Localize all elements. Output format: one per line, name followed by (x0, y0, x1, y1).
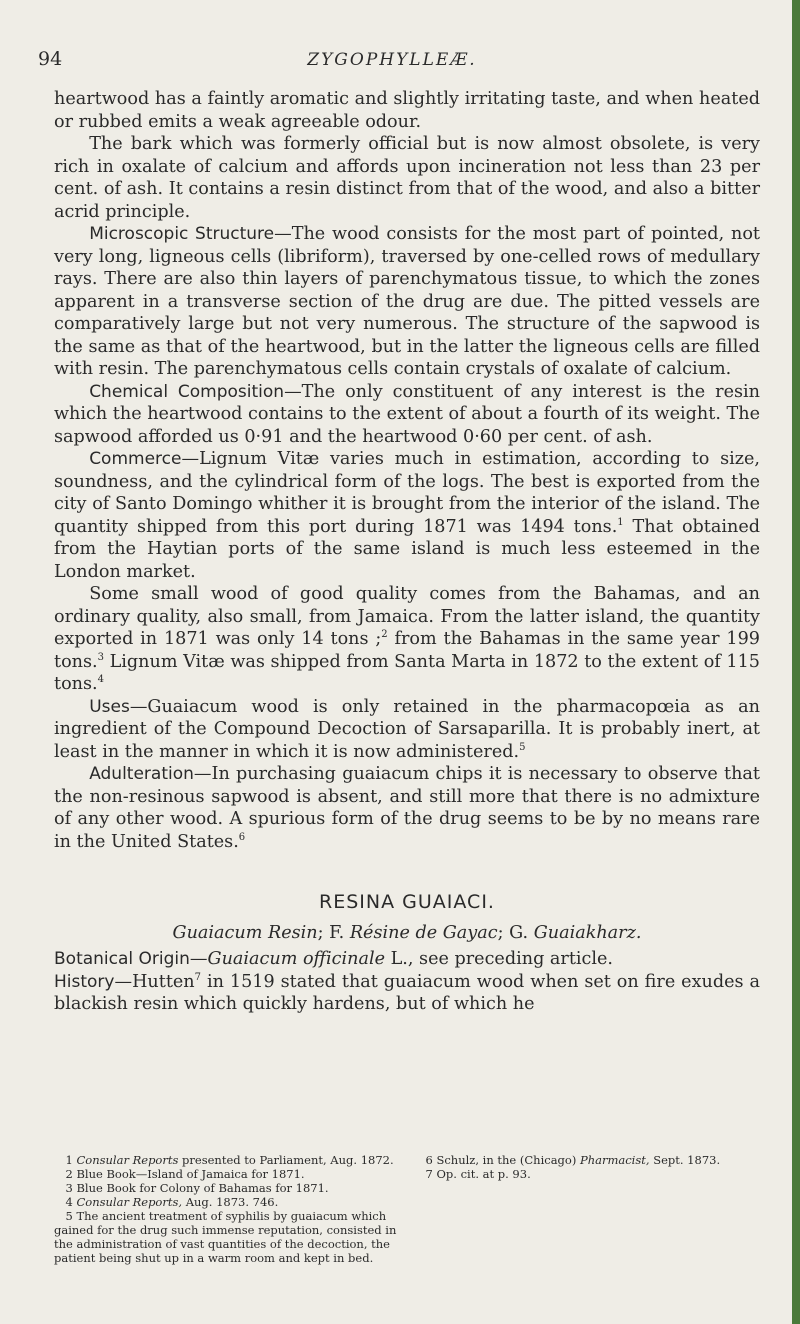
footnotes-right-column (414, 1153, 760, 1265)
synonyms (54, 922, 760, 945)
paragraph-commerce (54, 448, 760, 583)
species-name: Guaiacum officinale (207, 949, 385, 969)
synonym-french: Résine de Gayac (349, 922, 498, 943)
paragraph-text: Some small wood of good quality comes from the Bahamas, and an ordinary quality, also small, from Jamaica. From the latter island, the quantity exported in 1871 was only 14 tons ; (54, 584, 760, 649)
footnote-6 (414, 1153, 760, 1167)
paragraph-botanical (54, 948, 760, 971)
dash: — (189, 949, 208, 969)
paragraph-history (54, 971, 760, 1016)
page-header (38, 48, 746, 72)
footnotes (54, 1153, 760, 1265)
heading-uses: Uses (89, 696, 130, 717)
footnote-ref: 2 (381, 629, 388, 641)
heading-botanical: Botanical Origin (54, 949, 190, 969)
paragraph-chemical (54, 381, 760, 449)
dash: — (284, 381, 302, 402)
author-name: Hutten (132, 971, 195, 992)
paragraph-uses (54, 696, 760, 764)
paragraph-text: in 1519 stated that guaiacum wood when set on fire exudes a blackish resin which quickly hardens, but of which he (54, 971, 760, 1014)
paragraph-bark (54, 133, 760, 223)
synonym-german: Guaiakharz. (533, 922, 642, 943)
heading-microscopic: Microscopic Structure (89, 224, 275, 244)
paragraph-text: That obtained from the Haytian ports of the same island is much less esteemed in the London market. (54, 516, 760, 582)
footnote-text: Aug. 1873. 746. (182, 1195, 279, 1209)
footnote-ref: 7 (194, 971, 202, 983)
footnote-text: Sept. 1873. (649, 1153, 721, 1167)
dash: — (193, 764, 212, 784)
section-title: RESINA GUAIACI. (319, 891, 495, 913)
footnote-ref: 3 (97, 651, 104, 663)
dash: — (181, 449, 200, 469)
running-title: ZYGOPHYLLEÆ. (307, 50, 477, 70)
paragraph-text: The bark which was formerly official but is now almost obsolete, is very rich in oxalate of calcium and affords upon incineration not less than 23 per cent. of ash. It contains a resin distinct from that of the wood, and also a bitter acrid principle. (54, 134, 760, 222)
heading-commerce: Commerce (89, 449, 182, 469)
paragraph-text: The only constituent of any interest is the resin which the heartwood contains to the extent of about a fourth of its weight. The sapwood afforded us 0·91 and the heartwood 0·60 per cent. of ash. (54, 381, 760, 447)
footnote-title: Consular Reports (76, 1153, 179, 1167)
paragraph-text: from the Bahamas in the same year 199 tons. (54, 629, 760, 672)
footnote-ref: 4 (97, 674, 104, 686)
paragraph-text: In purchasing guaiacum chips it is necessary to observe that the non-resinous sapwood is absent, and still more that there is no admixture of any other wood. A spurious form of the drug seems to be by no means rare in the United States. (54, 764, 760, 852)
footnote-ref: 5 (519, 741, 526, 753)
dash: — (274, 224, 292, 244)
footnote-4 (54, 1195, 400, 1209)
synonym-english: Guaiacum Resin (172, 922, 318, 943)
synonym-separator: ; G. (497, 922, 534, 943)
paragraph-text: Lignum Vitæ varies much in estimation, according to size, soundness, and the cylindrical form of the logs. The best is exported from the city of Santo Domingo whither it is brought from the interior of the island. The quantity shipped from this port during 1871 was 1494 tons. (54, 449, 760, 537)
paragraph-adulteration (54, 763, 760, 853)
heading-chemical: Chemical Composition (89, 381, 285, 402)
green-binding-edge (792, 0, 800, 1324)
paragraph-microscopic (54, 223, 760, 381)
footnote-5: 5 The ancient treatment of syphilis by guaiacum which gained for the drug such immense reputation, consisted in the administration of vast quantities of the decoction, the patient being shut up in a warm room and kept in bed. (54, 1209, 397, 1265)
footnote-1 (54, 1153, 400, 1167)
body-text (54, 88, 760, 1016)
heading-adulteration: Adulteration (89, 764, 194, 784)
footnote-ref: 6 (238, 831, 246, 843)
heading-history: History (54, 971, 115, 992)
footnote-title: Pharmacist, (579, 1153, 650, 1167)
paragraph-text: heartwood has a faintly aromatic and slightly irritating taste, and when heated or rubbed emits a weak agreeable odour. (54, 89, 760, 132)
footnote-text: 6 Schulz, in the (Chicago) (425, 1153, 580, 1167)
paragraph-bahamas (54, 583, 760, 696)
paragraph-text: The wood consists for the most part of pointed, not very long, ligneous cells (libriform), traversed by one-celled rows of medullary rays. There are also thin layers of parenchymatous tissue, to which the zones apparent in a transverse section of the drug are due. The pitted vessels are comparatively large but not very numerous. The structure of the sapwood is the same as that of the heartwood, but in the latter the ligneous cells are filled with resin. The parenchymatous cells contain crystals of oxalate of calcium. (54, 224, 760, 379)
synonym-separator: ; F. (317, 922, 350, 943)
footnotes-left-column (54, 1153, 400, 1265)
page-number: 94 (38, 48, 63, 70)
footnote-number: 4 (65, 1195, 73, 1209)
paragraph-text: Guaiacum wood is only retained in the pharmacopœia as an ingredient of the Compound Decoction of Sarsaparilla. It is probably inert, at least in the manner in which it is now administered. (54, 696, 760, 762)
dash: — (129, 696, 148, 717)
paragraph-text: Lignum Vitæ was shipped from Santa Marta in 1872 to the extent of 115 tons. (54, 651, 760, 694)
dash: — (114, 971, 133, 992)
footnote-number: 1 (65, 1153, 73, 1167)
footnote-ref: 1 (617, 516, 624, 528)
footnote-3: 3 Blue Book for Colony of Bahamas for 1871. (65, 1181, 329, 1195)
footnote-2: 2 Blue Book—Island of Jamaica for 1871. (65, 1167, 305, 1181)
footnote-title: Consular Reports, (76, 1195, 183, 1209)
paragraph-text: L., see preceding article. (385, 949, 614, 969)
footnote-text: presented to Parliament, Aug. 1872. (178, 1153, 394, 1167)
footnote-7: 7 Op. cit. at p. 93. (425, 1167, 531, 1181)
paragraph-heartwood (54, 88, 760, 133)
